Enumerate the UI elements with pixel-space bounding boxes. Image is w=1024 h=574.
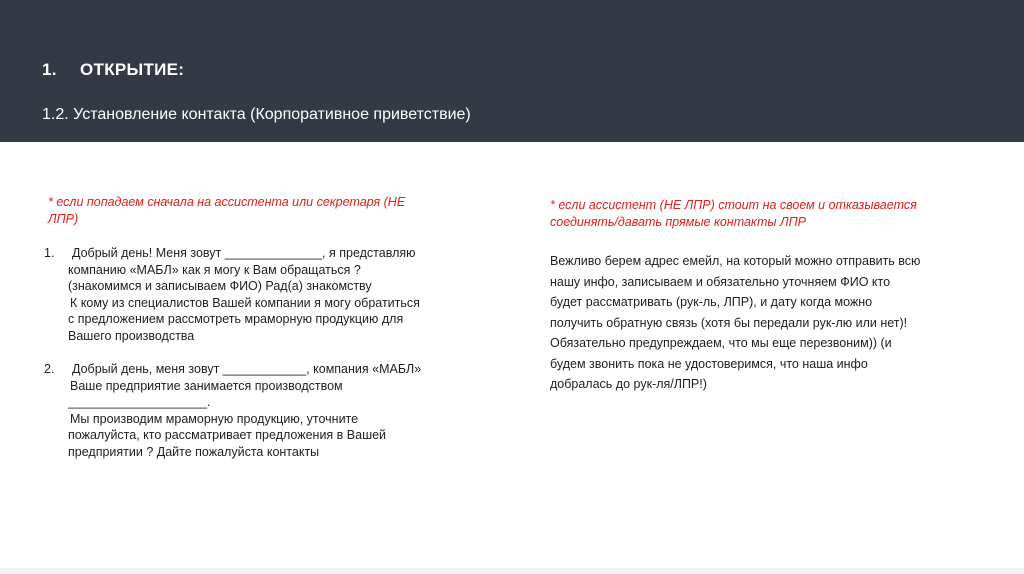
body-line: получить обратную связь (хотя бы передали рук-лю или нет)! [550,315,908,330]
body-line: добралась до рук-ля/ЛПР!) [550,377,707,391]
script-item-2 [44,361,476,460]
right-note-line: соединять/давать прямые контакты ЛПР [550,214,807,229]
section-subtitle: 1.2. Установление контакта (Корпоративное приветствие) [42,106,471,123]
item-line: Вашего производства [68,328,195,343]
item-line: К кому из специалистов Вашей компании я могу обратиться [70,295,420,310]
header-banner [0,0,1024,142]
item-line: (знакомимся и записываем ФИО) Рад(а) знакомству [68,279,372,293]
item-line: ____________________. [68,395,211,409]
left-note-line: * если попадаем сначала на ассистента или секретаря (НЕ [48,195,406,209]
item-line: Добрый день, меня зовут ____________, компания «МАБЛ» [72,362,422,376]
item-line: пожалуйста, кто рассматривает предложения в Вашей [68,428,387,442]
right-column [550,197,980,395]
body-line: Обязательно предупреждаем, что мы еще перезвоним)) (и [550,336,892,350]
item-number: 2. [44,362,55,376]
left-column [44,194,476,477]
left-note-line: ЛПР) [48,211,79,226]
item-line: Мы производим мраморную продукцию, уточните [70,411,359,426]
body-line: будем звонить пока не удостоверимся, что наша инфо [550,356,868,371]
item-line: предприятии ? Дайте пожалуйста контакты [68,444,320,459]
body-line: нашу инфо, записываем и обязательно уточняем ФИО кто [550,274,891,289]
body-line: будет рассматривать (рук-ль, ЛПР), и дату когда можно [550,295,873,309]
script-item-1 [44,245,476,344]
item-number: 1. [44,246,55,260]
bottom-divider [0,568,1024,574]
right-note [550,197,980,230]
item-line: Ваше предприятие занимается производством [70,378,343,393]
item-line: компанию «МАБЛ» как я могу к Вам обращаться ? [68,262,361,277]
item-line: с предложением рассмотреть мраморную продукцию для [68,312,404,326]
right-note-line: * если ассистент (НЕ ЛПР) стоит на своем и отказывается [550,198,917,212]
body-line: Вежливо берем адрес емейл, на который можно отправить всю [550,254,921,268]
section-title-text: ОТКРЫТИЕ: [80,60,185,79]
right-body [550,251,980,395]
section-title [42,60,184,80]
item-line: Добрый день! Меня зовут ______________, я представляю [72,246,416,260]
section-number: 1. [42,60,57,79]
left-note [44,194,476,227]
